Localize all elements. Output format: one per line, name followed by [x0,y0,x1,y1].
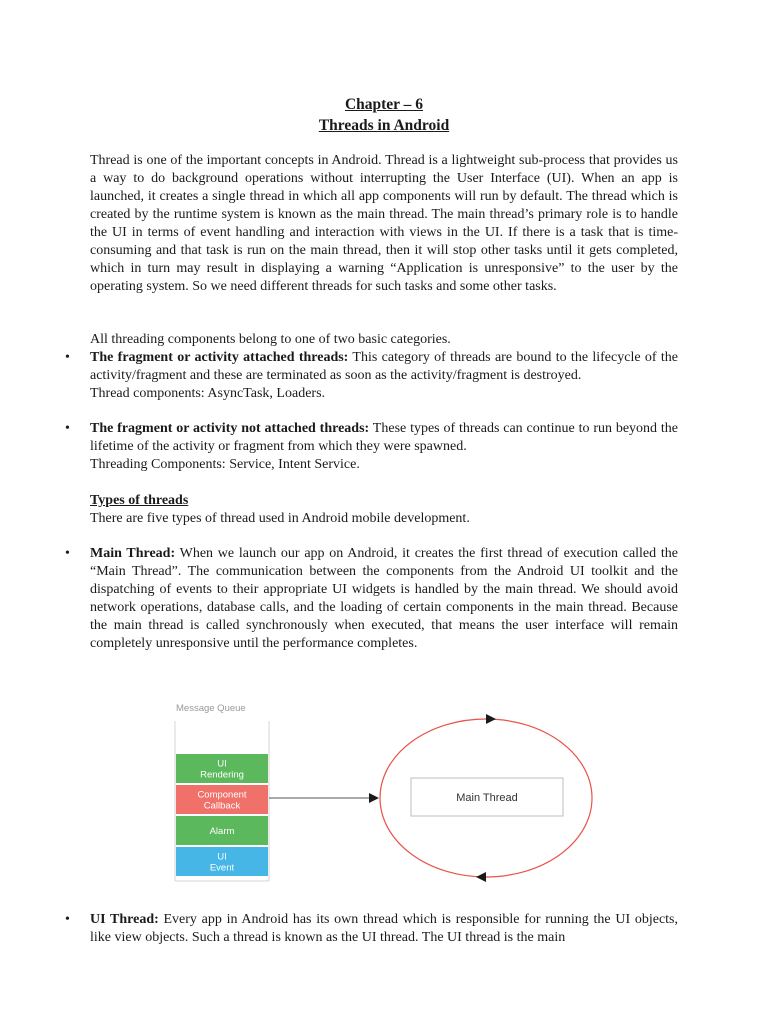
category-term: The fragment or activity attached threads: [90,350,349,365]
types-intro: There are five types of thread used in Android mobile development. [90,511,470,526]
queue-item [176,754,268,783]
category-text: This category of threads are bound to the lifecycle of the activity/fragment and these are terminated as soon as the activity/fragment is destroyed. [90,350,678,383]
categories-intro: All threading components belong to one of two basic categories. [90,332,451,347]
ui-thread-term: UI Thread: [90,912,159,927]
bullet-icon: • [65,350,70,365]
message-queue-diagram [168,694,608,884]
category-text: These types of threads can continue to run beyond the lifetime of the activity or fragment from which they were spawned. [90,421,678,454]
queue-item [176,816,268,845]
intro-paragraph: Thread is one of the important concepts in Android. Thread is a lightweight sub-process that provides us a way to do background operations without interrupting the User Interface (UI). When an app is launched, it creates a single thread in which all app components will run by default. The thread which is created by the runtime system is known as the main thread. The main thread’s primary role is to handle the UI in terms of event handling and interaction with views in the UI. If there is a task that is time-consuming and that task is run on the main thread, then it will stop other tasks until it gets completed, which in turn may result in displaying a warning “Application is unresponsive” to the user by the operating system. So we need different threads for such tasks and some other tasks. [90,153,678,294]
queue-item-label: Event [209,862,235,874]
queue-item-label: Rendering [200,769,244,781]
queue-item-label: Component [197,789,247,801]
ui-thread-paragraph [90,911,678,947]
queue-item-label: UI [217,851,227,863]
queue-item-label: Alarm [209,826,235,837]
queue-item [176,785,268,814]
types-heading: Types of threads [90,493,189,508]
category-components: Thread components: AsyncTask, Loaders. [90,386,326,401]
queue-item-label: UI [217,758,227,770]
chapter-title: Threads in Android [318,117,450,134]
queue-item-label: Callback [203,800,241,812]
message-queue-label: Message Queue [176,703,246,714]
category-components: Threading Components: Service, Intent Service. [90,457,360,472]
category-not-attached [90,420,678,474]
bullet-icon: • [65,421,70,436]
bullet-icon: • [65,546,70,561]
main-thread-text: When we launch our app on Android, it creates the first thread of execution called the “Main Thread”. The communication between the components from the Android UI toolkit and the dispatching of events to their appropriate UI widgets is handled by the main thread. We should avoid network operations, database calls, and the loading of certain components in the main thread. Because the main thread is called synchronously when executed, that means the user interface will remain completely unresponsive until the performance completes. [90,546,678,651]
category-term: The fragment or activity not attached threads: [90,421,370,436]
ui-thread-text: Every app in Android has its own thread which is responsible for running the UI objects, like view objects. Such a thread is known as the UI thread. The UI thread is the main [90,912,678,945]
main-thread-box-label: Main Thread [456,792,518,804]
bullet-icon: • [65,912,70,927]
queue-items [176,754,268,876]
category-attached [90,349,678,403]
chapter-number: Chapter – 6 [344,96,424,113]
main-thread-paragraph [90,545,678,653]
queue-item [176,847,268,876]
main-thread-term: Main Thread: [90,546,176,561]
